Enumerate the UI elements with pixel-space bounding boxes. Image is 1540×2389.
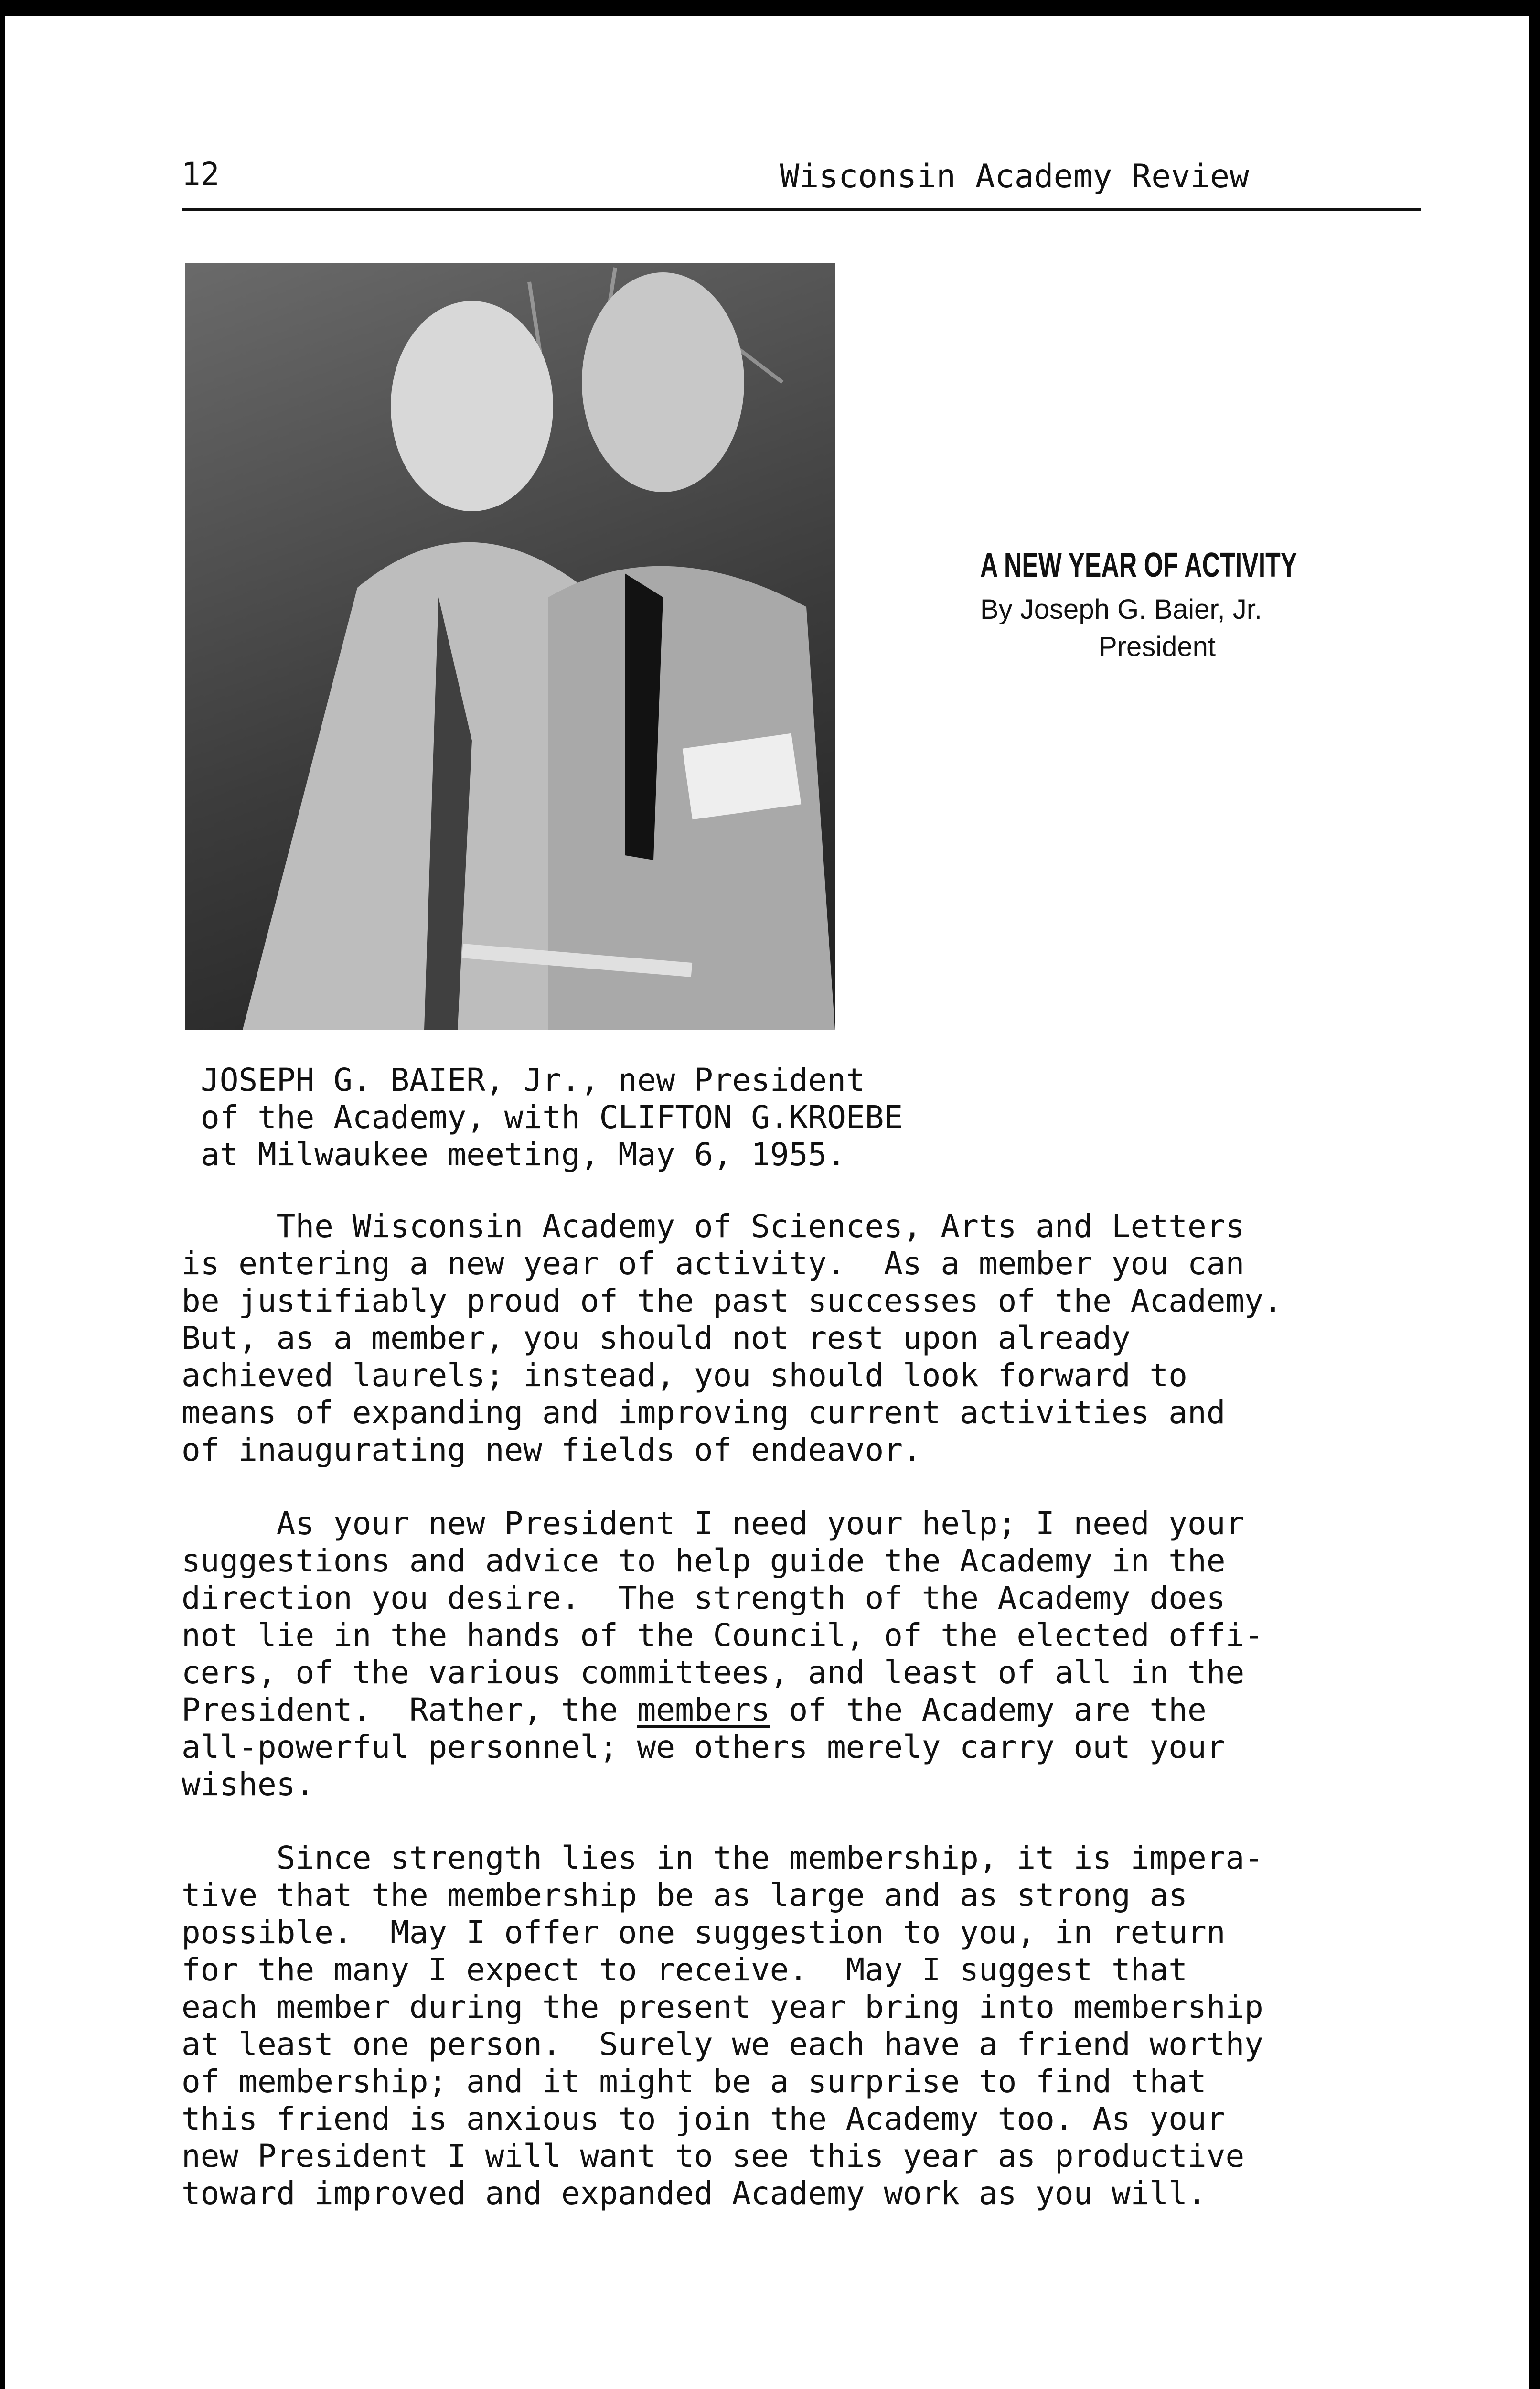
running-title: Wisconsin Academy Review	[780, 158, 1249, 195]
line-end: of the Academy are the	[770, 1691, 1207, 1728]
paragraph-line: possible. May I offer one suggestion to you, in return	[182, 1914, 1226, 1951]
paragraph-line: this friend is anxious to join the Academy too. As your	[182, 2100, 1226, 2137]
paragraph-line: new President I will want to see this year as productive	[182, 2138, 1245, 2174]
paragraph-line: not lie in the hands of the Council, of the elected offi-	[182, 1617, 1263, 1654]
paragraph-line: of inaugurating new fields of endeavor.	[182, 1431, 922, 1468]
portrait-photo-drawing	[185, 263, 835, 1030]
photo-caption	[201, 1062, 903, 1173]
paragraph-line: As your new President I need your help; I need your	[182, 1505, 1245, 1542]
paragraph-line	[182, 1691, 1263, 1729]
page-number: 12	[182, 156, 220, 193]
paragraph-line: be justifiably proud of the past successes of the Academy.	[182, 1282, 1283, 1319]
paragraph-line: at least one person. Surely we each have a friend worthy	[182, 2026, 1263, 2063]
byline: By Joseph G. Baier, Jr.	[980, 594, 1262, 625]
paragraph-line: Since strength lies in the membership, it is impera-	[182, 1840, 1263, 1876]
paragraph-line: suggestions and advice to help guide the Academy in the	[182, 1542, 1226, 1579]
portrait-photo	[185, 263, 835, 1030]
paragraph-line: The Wisconsin Academy of Sciences, Arts and Letters	[182, 1208, 1245, 1245]
caption-line: at Milwaukee meeting, May 6, 1955.	[201, 1136, 846, 1173]
caption-line: JOSEPH G. BAIER, Jr., new President	[201, 1062, 865, 1098]
paragraph-3	[182, 1840, 1263, 2212]
paragraph-line: toward improved and expanded Academy work as you will.	[182, 2175, 1207, 2212]
paragraph-line: tive that the membership be as large and as strong as	[182, 1877, 1187, 1914]
paragraph-line: wishes.	[182, 1766, 315, 1803]
author-title: President	[1099, 631, 1216, 662]
paragraph-line: achieved laurels; instead, you should look forward to	[182, 1357, 1187, 1394]
caption-line: of the Academy, with CLIFTON G.KROEBE	[201, 1099, 903, 1136]
paragraph-line: But, as a member, you should not rest upon already	[182, 1320, 1131, 1356]
paragraph-line: means of expanding and improving current activities and	[182, 1394, 1226, 1431]
paragraph-line: all-powerful personnel; we others merely carry out your	[182, 1729, 1226, 1765]
paragraph-1	[182, 1208, 1283, 1469]
paragraph-line: direction you desire. The strength of the Academy does	[182, 1580, 1226, 1616]
paragraph-line: for the many I expect to receive. May I suggest that	[182, 1951, 1187, 1988]
paragraph-line: is entering a new year of activity. As a member you can	[182, 1245, 1245, 1282]
page-header	[182, 155, 1421, 211]
paragraph-line: of membership; and it might be a surprise to find that	[182, 2063, 1207, 2100]
underlined-word: members	[637, 1691, 770, 1728]
paragraph-line: cers, of the various committees, and least of all in the	[182, 1654, 1245, 1691]
paragraph-2	[182, 1505, 1263, 1803]
paragraph-line: each member during the present year bring into membership	[182, 1989, 1263, 2025]
line-start: President. Rather, the	[182, 1691, 637, 1728]
article-title: A NEW YEAR OF ACTIVITY	[980, 546, 1297, 584]
